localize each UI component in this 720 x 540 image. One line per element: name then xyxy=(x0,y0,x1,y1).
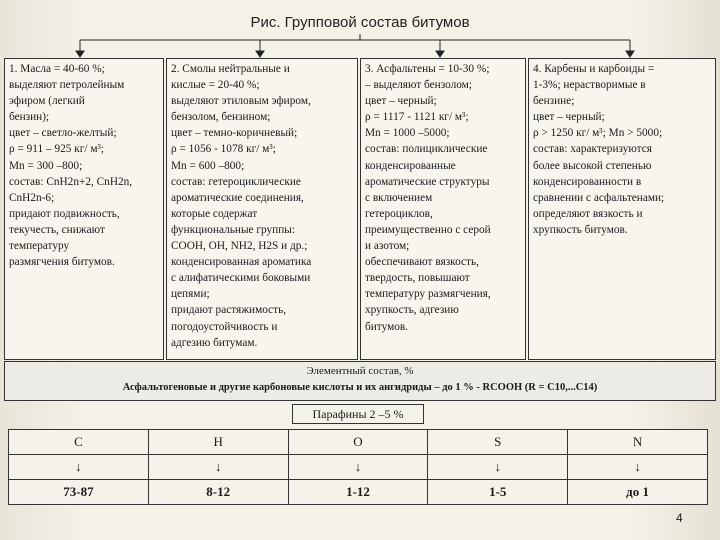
element-symbol: H xyxy=(148,430,288,455)
element-value: 1-5 xyxy=(428,480,568,505)
element-symbol: N xyxy=(568,430,708,455)
down-arrow-icon: ↓ xyxy=(568,455,708,480)
column-oils: 1. Масла = 40-60 %; выделяют петролейным эфиром (легкий бензин); цвет – светло-желтый; ρ = 911 – 925 кг/ м³; Mn = 300 –800; состав: CnH2n+2, CnH2n, CnH2n-6; придают подвижность, текучесть, снижают температуру размягчения битумов. xyxy=(4,58,164,360)
element-value: до 1 xyxy=(568,480,708,505)
column-asphaltenes: 3. Асфальтены = 10-30 %; – выделяют бензолом; цвет – черный; ρ = 1117 - 1121 кг/ м³; Mn = 1000 –5000; состав: полициклические конденсированные ароматические структуры с включением гетероциклов, преимущественно с серой и азотом; обеспечивают вязкость, твердость, повышают температуру размягчения, хрупкость, адгезию битумов. xyxy=(360,58,526,360)
down-arrow-icon: ↓ xyxy=(288,455,428,480)
group-bracket xyxy=(0,0,720,60)
page-number: 4 xyxy=(676,511,683,525)
element-symbol: O xyxy=(288,430,428,455)
table-row xyxy=(9,455,708,480)
down-arrow-icon: ↓ xyxy=(148,455,288,480)
table-row xyxy=(9,480,708,505)
paraffins-box: Парафины 2 –5 % xyxy=(292,404,424,424)
column-carbenes: 4. Карбены и карбоиды = 1-3%; нерастворимые в бензине; цвет – черный; ρ > 1250 кг/ м³; Mn > 5000; состав: характеризуются более высокой степенью конденсированности в сравнении с асфальтенами; определяют вязкость и хрупкость битумов. xyxy=(528,58,716,360)
down-arrow-icon: ↓ xyxy=(428,455,568,480)
column-resins: 2. Смолы нейтральные и кислые = 20-40 %; выделяют этиловым эфиром, бензолом, бензином; цвет – темно-коричневый; ρ = 1056 - 1078 кг/ м³; Mn = 600 –800; состав: гетероциклические ароматические соединения, которые содержат функциональные группы: COOH, OH, NH2, H2S и др.; конденсированная ароматика с алифатическими боковыми цепями; придают растяжимость, погодоустойчивость и адгезию битумам. xyxy=(166,58,358,360)
table-row xyxy=(9,430,708,455)
element-value: 73-87 xyxy=(9,480,149,505)
page-title: Рис. Групповой состав битумов xyxy=(250,14,470,31)
acids-note: Асфальтогеновые и другие карбоновые кислоты и их ангидриды – до 1 % - RCOOH (R = C10,...C14) xyxy=(122,382,598,393)
element-value: 1-12 xyxy=(288,480,428,505)
element-value: 8-12 xyxy=(148,480,288,505)
elements-table xyxy=(8,429,708,505)
element-symbol: S xyxy=(428,430,568,455)
elemental-composition-box xyxy=(4,361,716,401)
down-arrow-icon: ↓ xyxy=(9,455,149,480)
elemental-heading: Элементный состав, % xyxy=(306,365,414,377)
element-symbol: C xyxy=(9,430,149,455)
